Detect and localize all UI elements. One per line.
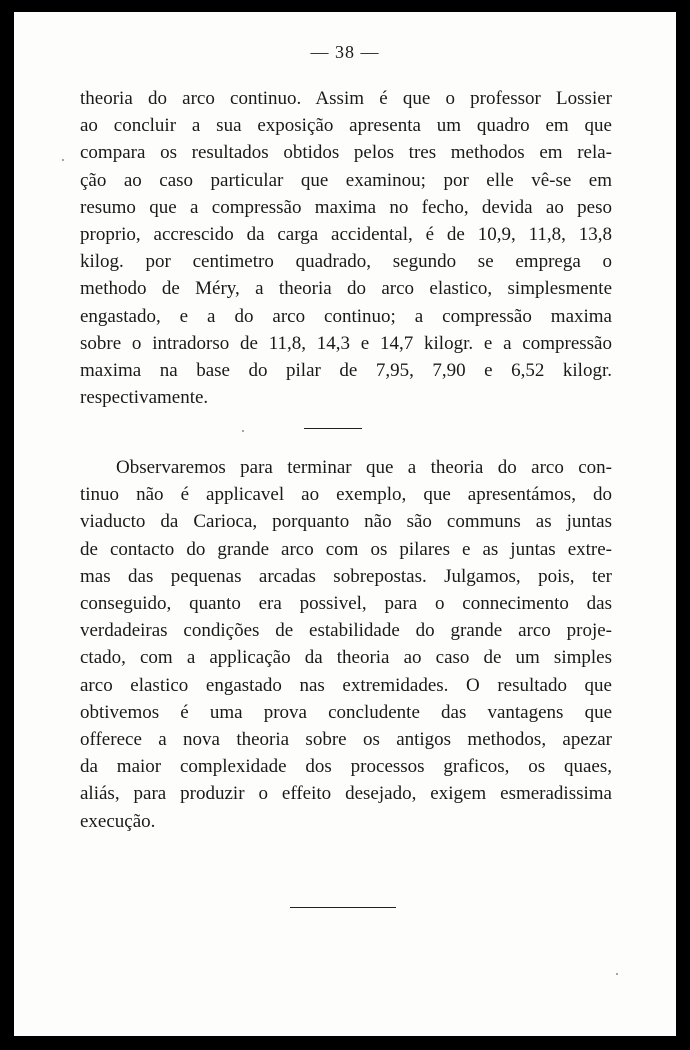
text-line: sobre o intradorso de 11,8, 14,3 e 14,7 kilogr. e a compressão [80,332,612,354]
page-number: — 38 — [310,42,380,62]
text-line: Observaremos para terminar que a theoria do arco con- [116,457,612,478]
paper-speck [62,159,64,161]
text-line: compara os resultados obtidos pelos tres methodos em rela- [80,142,612,164]
text-line: offerece a nova theoria sobre os antigos methodos, apezar [80,729,612,751]
text-line: execução. [80,810,156,832]
text-line: engastado, e a do arco continuo; a compressão maxima [80,305,612,327]
paper-speck [242,430,244,432]
end-divider [290,907,396,908]
text-line: conseguido, quanto era possivel, para o connecimento das [80,593,612,615]
text-line: de contacto do grande arco com os pilares e as juntas extre- [80,538,612,560]
document-page [14,12,676,1036]
text-line: obtivemos é uma prova concludente das vantagens que [80,701,612,723]
text-line: tinuo não é applicavel ao exemplo, que apresentámos, do [80,484,612,506]
text-line: ctado, com a applicação da theoria ao caso de um simples [80,647,612,669]
text-line: kilog. por centimetro quadrado, segundo se emprega o [80,251,612,273]
paragraph-1 [80,85,612,411]
text-line: theoria do arco continuo. Assim é que o professor Lossier [80,88,612,109]
text-line: maxima na base do pilar de 7,95, 7,90 e 6,52 kilogr. [80,360,612,382]
text-line: da maior complexidade dos processos graficos, os quaes, [80,756,612,778]
text-line: aliás, para produzir o effeito desejado, exigem esmeradissima [80,783,612,805]
section-divider [304,428,362,429]
paragraph-2 [80,454,612,835]
text-line: arco elastico engastado nas extremidades. O resultado que [80,674,612,696]
text-line: proprio, accrescido da carga accidental, é de 10,9, 11,8, 13,8 [80,224,612,246]
text-line: viaducto da Carioca, porquanto não são communs as juntas [80,511,612,533]
text-line: methodo de Méry, a theoria do arco elastico, simplesmente [80,278,612,300]
text-line: respectivamente. [80,387,209,409]
text-line: mas das pequenas arcadas sobrepostas. Julgamos, pois, ter [80,565,612,587]
paper-speck [616,973,618,975]
text-line: ção ao caso particular que examinou; por elle vê-se em [80,169,612,191]
text-line: ao concluir a sua exposição apresenta um quadro em que [80,115,612,137]
text-line: verdadeiras condições de estabilidade do grande arco proje- [80,620,612,642]
text-line: resumo que a compressão maxima no fecho, devida ao peso [80,196,612,218]
